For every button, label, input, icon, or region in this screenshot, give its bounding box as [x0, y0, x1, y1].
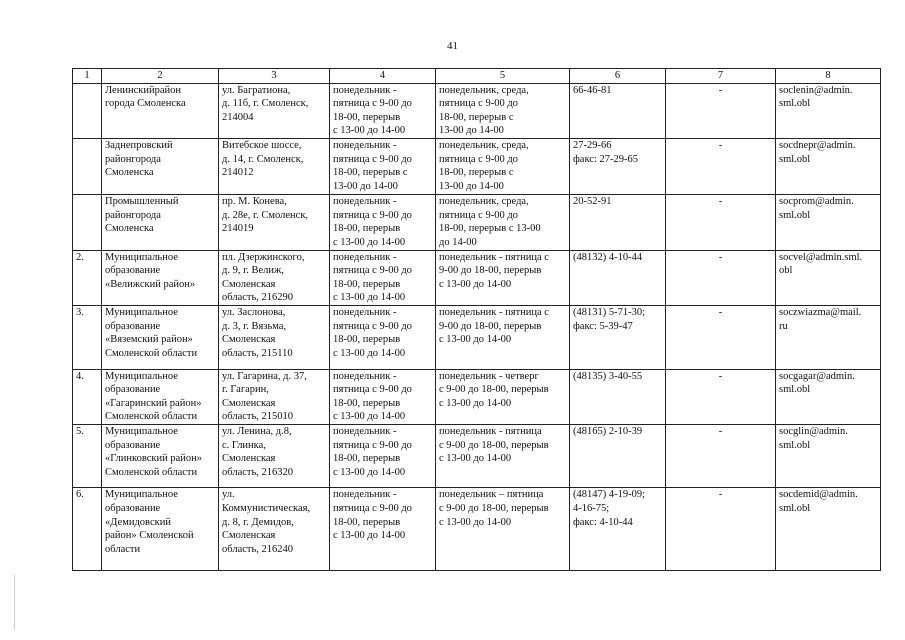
phone-cell: [570, 488, 666, 571]
hours-primary-line: с 13-00 до 14-00: [333, 236, 406, 248]
organization-name-line: Заднепровский: [105, 140, 173, 152]
hours-primary-line: 18-00, перерыв: [333, 397, 401, 409]
column-7-value-cell: -: [666, 425, 776, 488]
header-cell: 1: [73, 69, 102, 84]
organization-name-cell: [102, 425, 219, 488]
address-line: д. 11б, г. Смоленск,: [222, 98, 309, 110]
header-cell: 4: [330, 69, 436, 84]
address-cell: [219, 83, 330, 139]
hours-secondary-line: понедельник, среда,: [439, 195, 529, 207]
hours-secondary-line: понедельник, среда,: [439, 84, 529, 96]
hours-primary-line: пятница с 9-00 до: [333, 503, 412, 515]
phone-line: 4-16-75;: [573, 503, 610, 515]
organization-name-word: район: [154, 84, 181, 96]
address-line: ул. Багратиона,: [222, 84, 291, 96]
address-line: пр. М. Конева,: [222, 195, 287, 207]
email-line: sml.obl: [779, 503, 811, 515]
organization-name-line: район» Смоленской: [105, 530, 194, 542]
address-line: Витебское шоссе,: [222, 140, 302, 152]
hours-secondary-line: с 13-00 до 14-00: [439, 453, 512, 465]
organization-name-line: образование: [105, 384, 161, 396]
hours-primary-line: понедельник -: [333, 195, 397, 207]
organization-name-line: образование: [105, 320, 161, 332]
row-number-cell: 4.: [73, 369, 102, 425]
hours-primary-line: понедельник -: [333, 370, 397, 382]
hours-secondary-line: 9-00 до 18-00, перерыв: [439, 320, 542, 332]
hours-primary-cell: [330, 194, 436, 250]
organization-name-cell: [102, 194, 219, 250]
phone-line: (48165) 2-10-39: [573, 426, 643, 438]
column-7-value-cell: -: [666, 369, 776, 425]
address-line: г. Гагарин,: [222, 384, 269, 396]
hours-primary-line: понедельник -: [333, 84, 397, 96]
table-row: [73, 306, 881, 369]
email-line: sml.obl: [779, 98, 811, 110]
address-line: Коммунистическая,: [222, 503, 311, 515]
email-line: socdemid@admin.: [779, 489, 858, 501]
address-line: д. 14, г. Смоленск,: [222, 153, 304, 165]
hours-primary-line: 18-00, перерыв с: [333, 167, 408, 179]
hours-secondary-cell: [436, 139, 570, 195]
table-row: [73, 83, 881, 139]
email-cell: [776, 369, 881, 425]
hours-primary-line: с 13-00 до 14-00: [333, 348, 406, 359]
hours-primary-line: 13-00 до 14-00: [333, 181, 398, 193]
email-line: socgagar@admin.: [779, 370, 855, 382]
table-row: [73, 488, 881, 571]
organization-name-word: район: [105, 153, 132, 165]
column-7-value-cell: -: [666, 83, 776, 139]
hours-primary-line: пятница с 9-00 до: [333, 265, 412, 277]
hours-secondary-line: понедельник – пятница: [439, 489, 544, 501]
header-cell: 3: [219, 69, 330, 84]
phone-line: факс: 5-39-47: [573, 320, 633, 332]
email-cell: [776, 250, 881, 306]
column-7-value-cell: -: [666, 194, 776, 250]
address-line: ул. Ленина, д.8,: [222, 426, 292, 438]
phone-line: 20-52-91: [573, 195, 612, 207]
hours-secondary-cell: [436, 369, 570, 425]
hours-secondary-line: до 14-00: [439, 236, 477, 248]
hours-secondary-line: с 9-00 до 18-00, перерыв: [439, 384, 549, 396]
address-line: область, 216290: [222, 292, 294, 304]
header-cell: 5: [436, 69, 570, 84]
phone-cell: [570, 139, 666, 195]
hours-primary-line: с 13-00 до 14-00: [333, 292, 406, 304]
organization-name-line: образование: [105, 265, 161, 277]
hours-secondary-line: 9-00 до 18-00, перерыв: [439, 265, 542, 277]
phone-line: (48135) 3-40-55: [573, 370, 643, 382]
hours-secondary-cell: [436, 306, 570, 369]
email-line: soczwiazma@mail.: [779, 307, 862, 319]
hours-primary-cell: [330, 369, 436, 425]
organization-name-cell: [102, 369, 219, 425]
email-line: ru: [779, 320, 788, 332]
hours-secondary-line: пятница с 9-00 до: [439, 209, 518, 221]
header-cell: 2: [102, 69, 219, 84]
hours-secondary-line: понедельник, среда,: [439, 140, 529, 152]
hours-secondary-line: 13-00 до 14-00: [439, 181, 504, 193]
hours-primary-line: пятница с 9-00 до: [333, 320, 412, 332]
hours-secondary-line: 13-00 до 14-00: [439, 125, 504, 137]
hours-primary-line: понедельник -: [333, 140, 397, 152]
phone-line: факс: 4-10-44: [573, 516, 633, 528]
phone-cell: [570, 425, 666, 488]
email-line: socprom@admin.: [779, 195, 854, 207]
email-line: socdnepr@admin.: [779, 140, 856, 152]
organization-name-cell: [102, 250, 219, 306]
organization-name-line: «Глинковский район»: [105, 453, 202, 465]
email-line: sml.obl: [779, 153, 811, 165]
hours-primary-cell: [330, 83, 436, 139]
hours-primary-line: с 13-00 до 14-00: [333, 411, 406, 423]
address-line: Смоленская: [222, 397, 276, 409]
address-cell: [219, 306, 330, 369]
email-line: obl: [779, 265, 793, 277]
organization-name-cell: [102, 306, 219, 369]
phone-line: 27-29-66: [573, 140, 612, 152]
address-line: ул. Заслонова,: [222, 307, 286, 319]
organization-name-line: Промышленный: [105, 195, 179, 207]
row-number-cell: [73, 194, 102, 250]
address-cell: [219, 369, 330, 425]
hours-primary-line: понедельник -: [333, 307, 397, 319]
email-cell: [776, 83, 881, 139]
organization-name-line: образование: [105, 503, 161, 515]
phone-cell: [570, 194, 666, 250]
hours-secondary-line: с 13-00 до 14-00: [439, 334, 512, 346]
address-line: область, 215110: [222, 348, 293, 359]
address-line: ул.: [222, 489, 235, 501]
hours-secondary-line: понедельник - пятница: [439, 426, 542, 438]
email-cell: [776, 425, 881, 488]
hours-secondary-line: пятница с 9-00 до: [439, 153, 518, 165]
hours-primary-line: пятница с 9-00 до: [333, 98, 412, 110]
hours-secondary-line: с 9-00 до 18-00, перерыв: [439, 439, 549, 451]
organization-name-line: Смоленской области: [105, 466, 198, 478]
row-number-cell: [73, 83, 102, 139]
hours-primary-line: понедельник -: [333, 426, 397, 438]
organization-name-line: Смоленской области: [105, 411, 198, 423]
address-line: д. 3, г. Вязьма,: [222, 320, 287, 332]
hours-primary-cell: [330, 139, 436, 195]
address-line: с. Глинка,: [222, 439, 266, 451]
address-line: область, 216320: [222, 466, 294, 478]
phone-cell: [570, 250, 666, 306]
hours-primary-line: пятница с 9-00 до: [333, 439, 412, 451]
phone-line: (48132) 4-10-44: [573, 251, 643, 263]
hours-primary-line: 18-00, перерыв: [333, 334, 401, 346]
header-cell: 6: [570, 69, 666, 84]
row-number-cell: 6.: [73, 488, 102, 571]
row-number-cell: 5.: [73, 425, 102, 488]
hours-primary-line: пятница с 9-00 до: [333, 153, 412, 165]
hours-secondary-line: с 13-00 до 14-00: [439, 278, 512, 290]
hours-secondary-line: 18-00, перерыв с 13-00: [439, 223, 541, 235]
hours-primary-cell: [330, 250, 436, 306]
hours-secondary-line: пятница с 9-00 до: [439, 98, 518, 110]
hours-secondary-line: понедельник - пятница с: [439, 307, 549, 319]
hours-secondary-cell: [436, 425, 570, 488]
hours-primary-line: с 13-00 до 14-00: [333, 530, 406, 542]
organization-name-word: Ленинский: [105, 84, 155, 96]
hours-secondary-cell: [436, 488, 570, 571]
column-7-value-cell: -: [666, 488, 776, 571]
address-line: область, 215010: [222, 411, 294, 423]
organization-name-line: Смоленска: [105, 223, 154, 235]
row-number-cell: 3.: [73, 306, 102, 369]
hours-primary-line: с 13-00 до 14-00: [333, 125, 406, 137]
hours-secondary-cell: [436, 250, 570, 306]
address-cell: [219, 194, 330, 250]
column-7-value-cell: -: [666, 250, 776, 306]
table-row: [73, 250, 881, 306]
column-7-value-cell: -: [666, 306, 776, 369]
organization-name-line: Муниципальное: [105, 307, 178, 319]
table-row: [73, 194, 881, 250]
organization-name-line: «Демидовский: [105, 516, 171, 528]
table-row: [73, 425, 881, 488]
header-cell: 8: [776, 69, 881, 84]
margin-rule: [14, 575, 15, 630]
email-line: sml.obl: [779, 439, 811, 451]
hours-primary-line: пятница с 9-00 до: [333, 209, 412, 221]
hours-secondary-line: понедельник - четверг: [439, 370, 539, 382]
organization-name-cell: [102, 488, 219, 571]
hours-secondary-line: с 9-00 до 18-00, перерыв: [439, 503, 549, 515]
address-line: Смоленская: [222, 278, 276, 290]
phone-line: (48147) 4-19-09;: [573, 489, 646, 501]
organization-name-line: «Велижский район»: [105, 278, 196, 290]
hours-primary-line: с 13-00 до 14-00: [333, 466, 406, 478]
hours-secondary-cell: [436, 194, 570, 250]
address-line: 214004: [222, 111, 254, 123]
organization-name-line: Муниципальное: [105, 370, 178, 382]
phone-line: (48131) 5-71-30;: [573, 307, 646, 319]
organization-name-line: образование: [105, 439, 161, 451]
email-line: sml.obl: [779, 384, 811, 396]
organization-name-line: Муниципальное: [105, 251, 178, 263]
header-cell: 7: [666, 69, 776, 84]
email-line: socvel@admin.sml.: [779, 251, 863, 263]
hours-primary-line: 18-00, перерыв: [333, 516, 401, 528]
address-line: 214012: [222, 167, 254, 179]
hours-secondary-line: 18-00, перерыв с: [439, 111, 514, 123]
hours-primary-line: 18-00, перерыв: [333, 453, 401, 465]
address-line: д. 8, г. Демидов,: [222, 516, 294, 528]
row-number-cell: 2.: [73, 250, 102, 306]
hours-secondary-line: с 13-00 до 14-00: [439, 516, 512, 528]
organization-name-word: города: [131, 209, 161, 221]
organization-name-word: район: [105, 209, 132, 221]
organization-name-line: «Вяземский район»: [105, 334, 193, 346]
address-line: Смоленская: [222, 334, 276, 346]
phone-cell: [570, 369, 666, 425]
address-line: д. 28е, г. Смоленск,: [222, 209, 309, 221]
address-cell: [219, 488, 330, 571]
page-number: 41: [447, 40, 458, 52]
offices-table: [72, 68, 881, 571]
organization-name-line: Смоленской области: [105, 348, 198, 359]
organization-name-line: [105, 209, 215, 223]
phone-cell: [570, 83, 666, 139]
hours-primary-cell: [330, 306, 436, 369]
address-line: область, 216240: [222, 543, 294, 555]
email-cell: [776, 488, 881, 571]
table-row: [73, 139, 881, 195]
hours-secondary-line: 18-00, перерыв с: [439, 167, 514, 179]
row-number-cell: [73, 139, 102, 195]
hours-primary-cell: [330, 488, 436, 571]
phone-cell: [570, 306, 666, 369]
email-line: soclenin@admin.: [779, 84, 853, 96]
hours-secondary-cell: [436, 83, 570, 139]
organization-name-line: города Смоленска: [105, 98, 186, 110]
hours-primary-line: 18-00, перерыв: [333, 278, 401, 290]
address-line: Смоленская: [222, 453, 276, 465]
hours-primary-cell: [330, 425, 436, 488]
organization-name-line: [105, 153, 215, 167]
address-cell: [219, 139, 330, 195]
organization-name-cell: [102, 139, 219, 195]
email-cell: [776, 306, 881, 369]
address-line: д. 9, г. Велиж,: [222, 265, 284, 277]
table-row: [73, 369, 881, 425]
phone-line: факс: 27-29-65: [573, 153, 638, 165]
address-cell: [219, 425, 330, 488]
hours-primary-line: 18-00, перерыв: [333, 223, 401, 235]
organization-name-line: Муниципальное: [105, 489, 178, 501]
phone-line: 66-46-81: [573, 84, 612, 96]
email-line: socglin@admin.: [779, 426, 848, 438]
hours-secondary-line: понедельник - пятница с: [439, 251, 549, 263]
organization-name-line: Смоленска: [105, 167, 154, 179]
organization-name-cell: [102, 83, 219, 139]
hours-primary-line: пятница с 9-00 до: [333, 384, 412, 396]
organization-name-word: города: [131, 153, 161, 165]
organization-name-line: области: [105, 543, 141, 555]
organization-name-line: «Гагаринский район»: [105, 397, 202, 409]
address-line: пл. Дзержинского,: [222, 251, 305, 263]
hours-secondary-line: с 13-00 до 14-00: [439, 397, 512, 409]
hours-primary-line: 18-00, перерыв: [333, 111, 401, 123]
table-header-row: [73, 69, 881, 84]
address-line: Смоленская: [222, 530, 276, 542]
email-cell: [776, 139, 881, 195]
hours-primary-line: понедельник -: [333, 251, 397, 263]
address-cell: [219, 250, 330, 306]
email-cell: [776, 194, 881, 250]
column-7-value-cell: -: [666, 139, 776, 195]
organization-name-line: Муниципальное: [105, 426, 178, 438]
organization-name-line: [105, 84, 215, 98]
hours-primary-line: понедельник -: [333, 489, 397, 501]
email-line: sml.obl: [779, 209, 811, 221]
address-line: ул. Гагарина, д. 37,: [222, 370, 307, 382]
address-line: 214019: [222, 223, 254, 235]
